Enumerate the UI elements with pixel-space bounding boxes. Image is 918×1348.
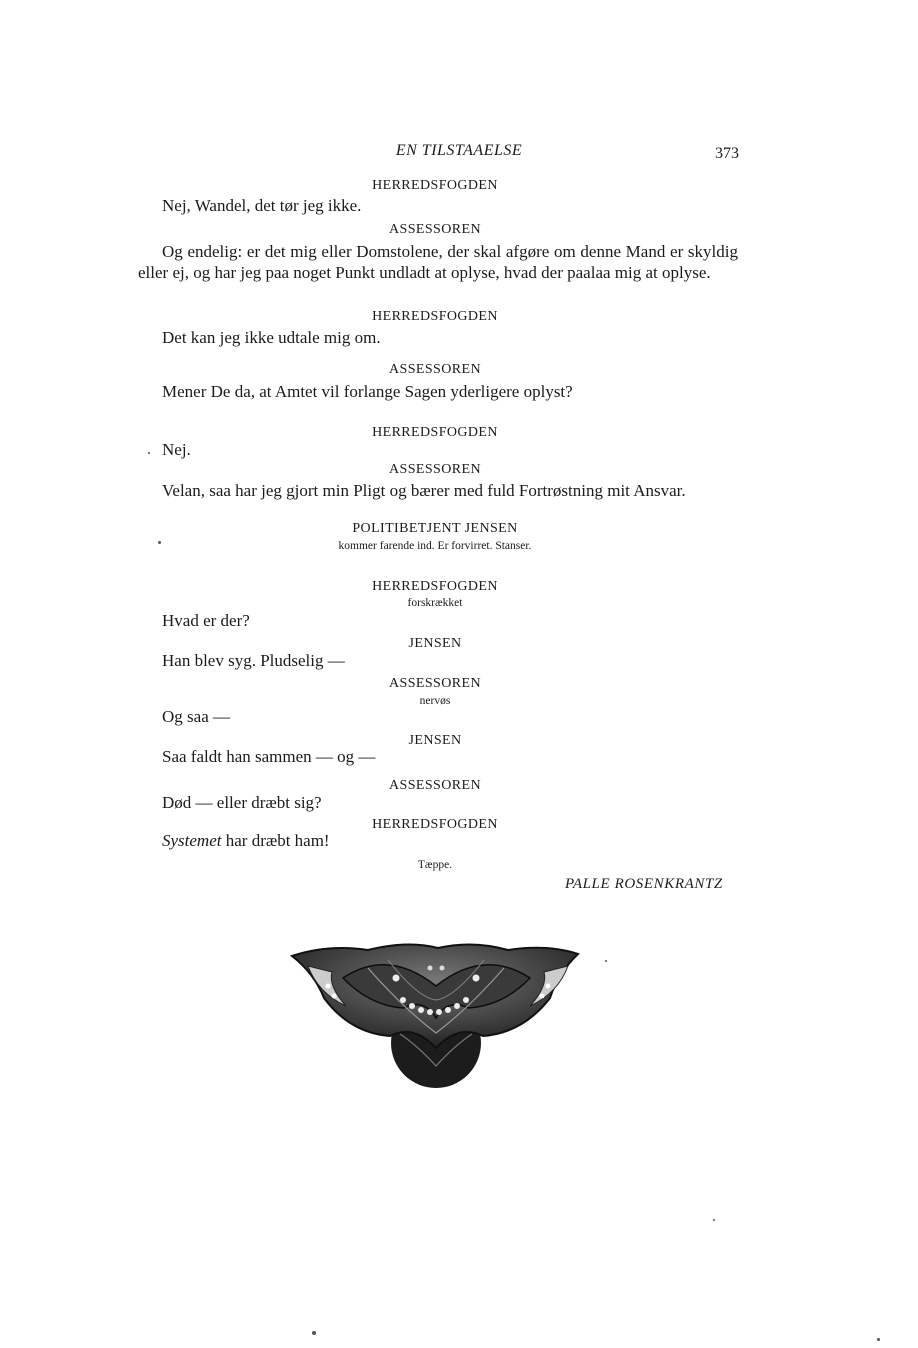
speaker-name: JENSEN — [408, 733, 462, 748]
speaker-name: ASSESSOREN — [389, 222, 481, 237]
dialogue-line: Mener De da, at Amtet vil forlange Sagen yderligere oplyst? — [162, 382, 573, 401]
page-number: 373 — [715, 145, 739, 162]
speaker-name: HERREDSFOGDEN — [372, 178, 498, 193]
speaker-name: HERREDSFOGDEN — [372, 309, 498, 324]
speaker-name: JENSEN — [408, 636, 462, 651]
speaker-name: HERREDSFOGDEN — [372, 425, 498, 440]
stage-direction: forskrækket — [407, 597, 463, 609]
dialogue-line: Nej. — [162, 440, 191, 459]
scan-speck — [877, 1338, 880, 1341]
speaker-name: ASSESSOREN — [389, 676, 481, 691]
author-signature: PALLE ROSENKRANTZ — [565, 876, 723, 892]
dialogue-paragraph — [138, 241, 738, 283]
stage-direction: kommer farende ind. Er forvirret. Stanser. — [338, 540, 532, 552]
curtain-direction: Tæppe. — [417, 859, 453, 871]
dialogue-line: Og saa — — [162, 707, 230, 726]
dialogue-line: Han blev syg. Pludselig — — [162, 651, 345, 670]
dialogue-line: Død — eller dræbt sig? — [162, 793, 322, 812]
speaker-name: ASSESSOREN — [389, 778, 481, 793]
scan-speck — [148, 452, 150, 454]
speaker-name: POLITIBETJENT JENSEN — [352, 521, 518, 536]
scan-speck — [605, 960, 607, 962]
stage-direction: nervøs — [419, 695, 451, 707]
scan-speck — [158, 541, 161, 544]
scan-speck — [312, 1331, 316, 1335]
dialogue-line: Det kan jeg ikke udtale mig om. — [162, 328, 381, 347]
dialogue-line: Systemet har dræbt ham! — [162, 831, 330, 850]
dialogue-line: Og endelig: er det mig eller Domstolene, der skal afgøre om denne Mand er skyldig eller ej, og har jeg paa noget Punkt undladt at oplyse, hvad der paalaa mig at oplyse. — [138, 242, 738, 282]
dialogue-line: Velan, saa har jeg gjort min Pligt og bærer med fuld Fortrøstning mit Ansvar. — [162, 481, 686, 500]
dialogue-line: Saa faldt han sammen — og — — [162, 747, 376, 766]
running-title: EN TILSTAAELSE — [395, 142, 523, 159]
dialogue-line: Nej, Wandel, det tør jeg ikke. — [162, 196, 362, 215]
speaker-name: HERREDSFOGDEN — [372, 817, 498, 832]
speaker-name: ASSESSOREN — [389, 362, 481, 377]
ornament-tailpiece-icon — [288, 938, 588, 1088]
emphasis: Systemet — [162, 831, 222, 850]
scan-speck — [713, 1219, 715, 1221]
dialogue-line: Hvad er der? — [162, 611, 250, 630]
speaker-name: HERREDSFOGDEN — [372, 579, 498, 594]
speaker-name: ASSESSOREN — [389, 462, 481, 477]
